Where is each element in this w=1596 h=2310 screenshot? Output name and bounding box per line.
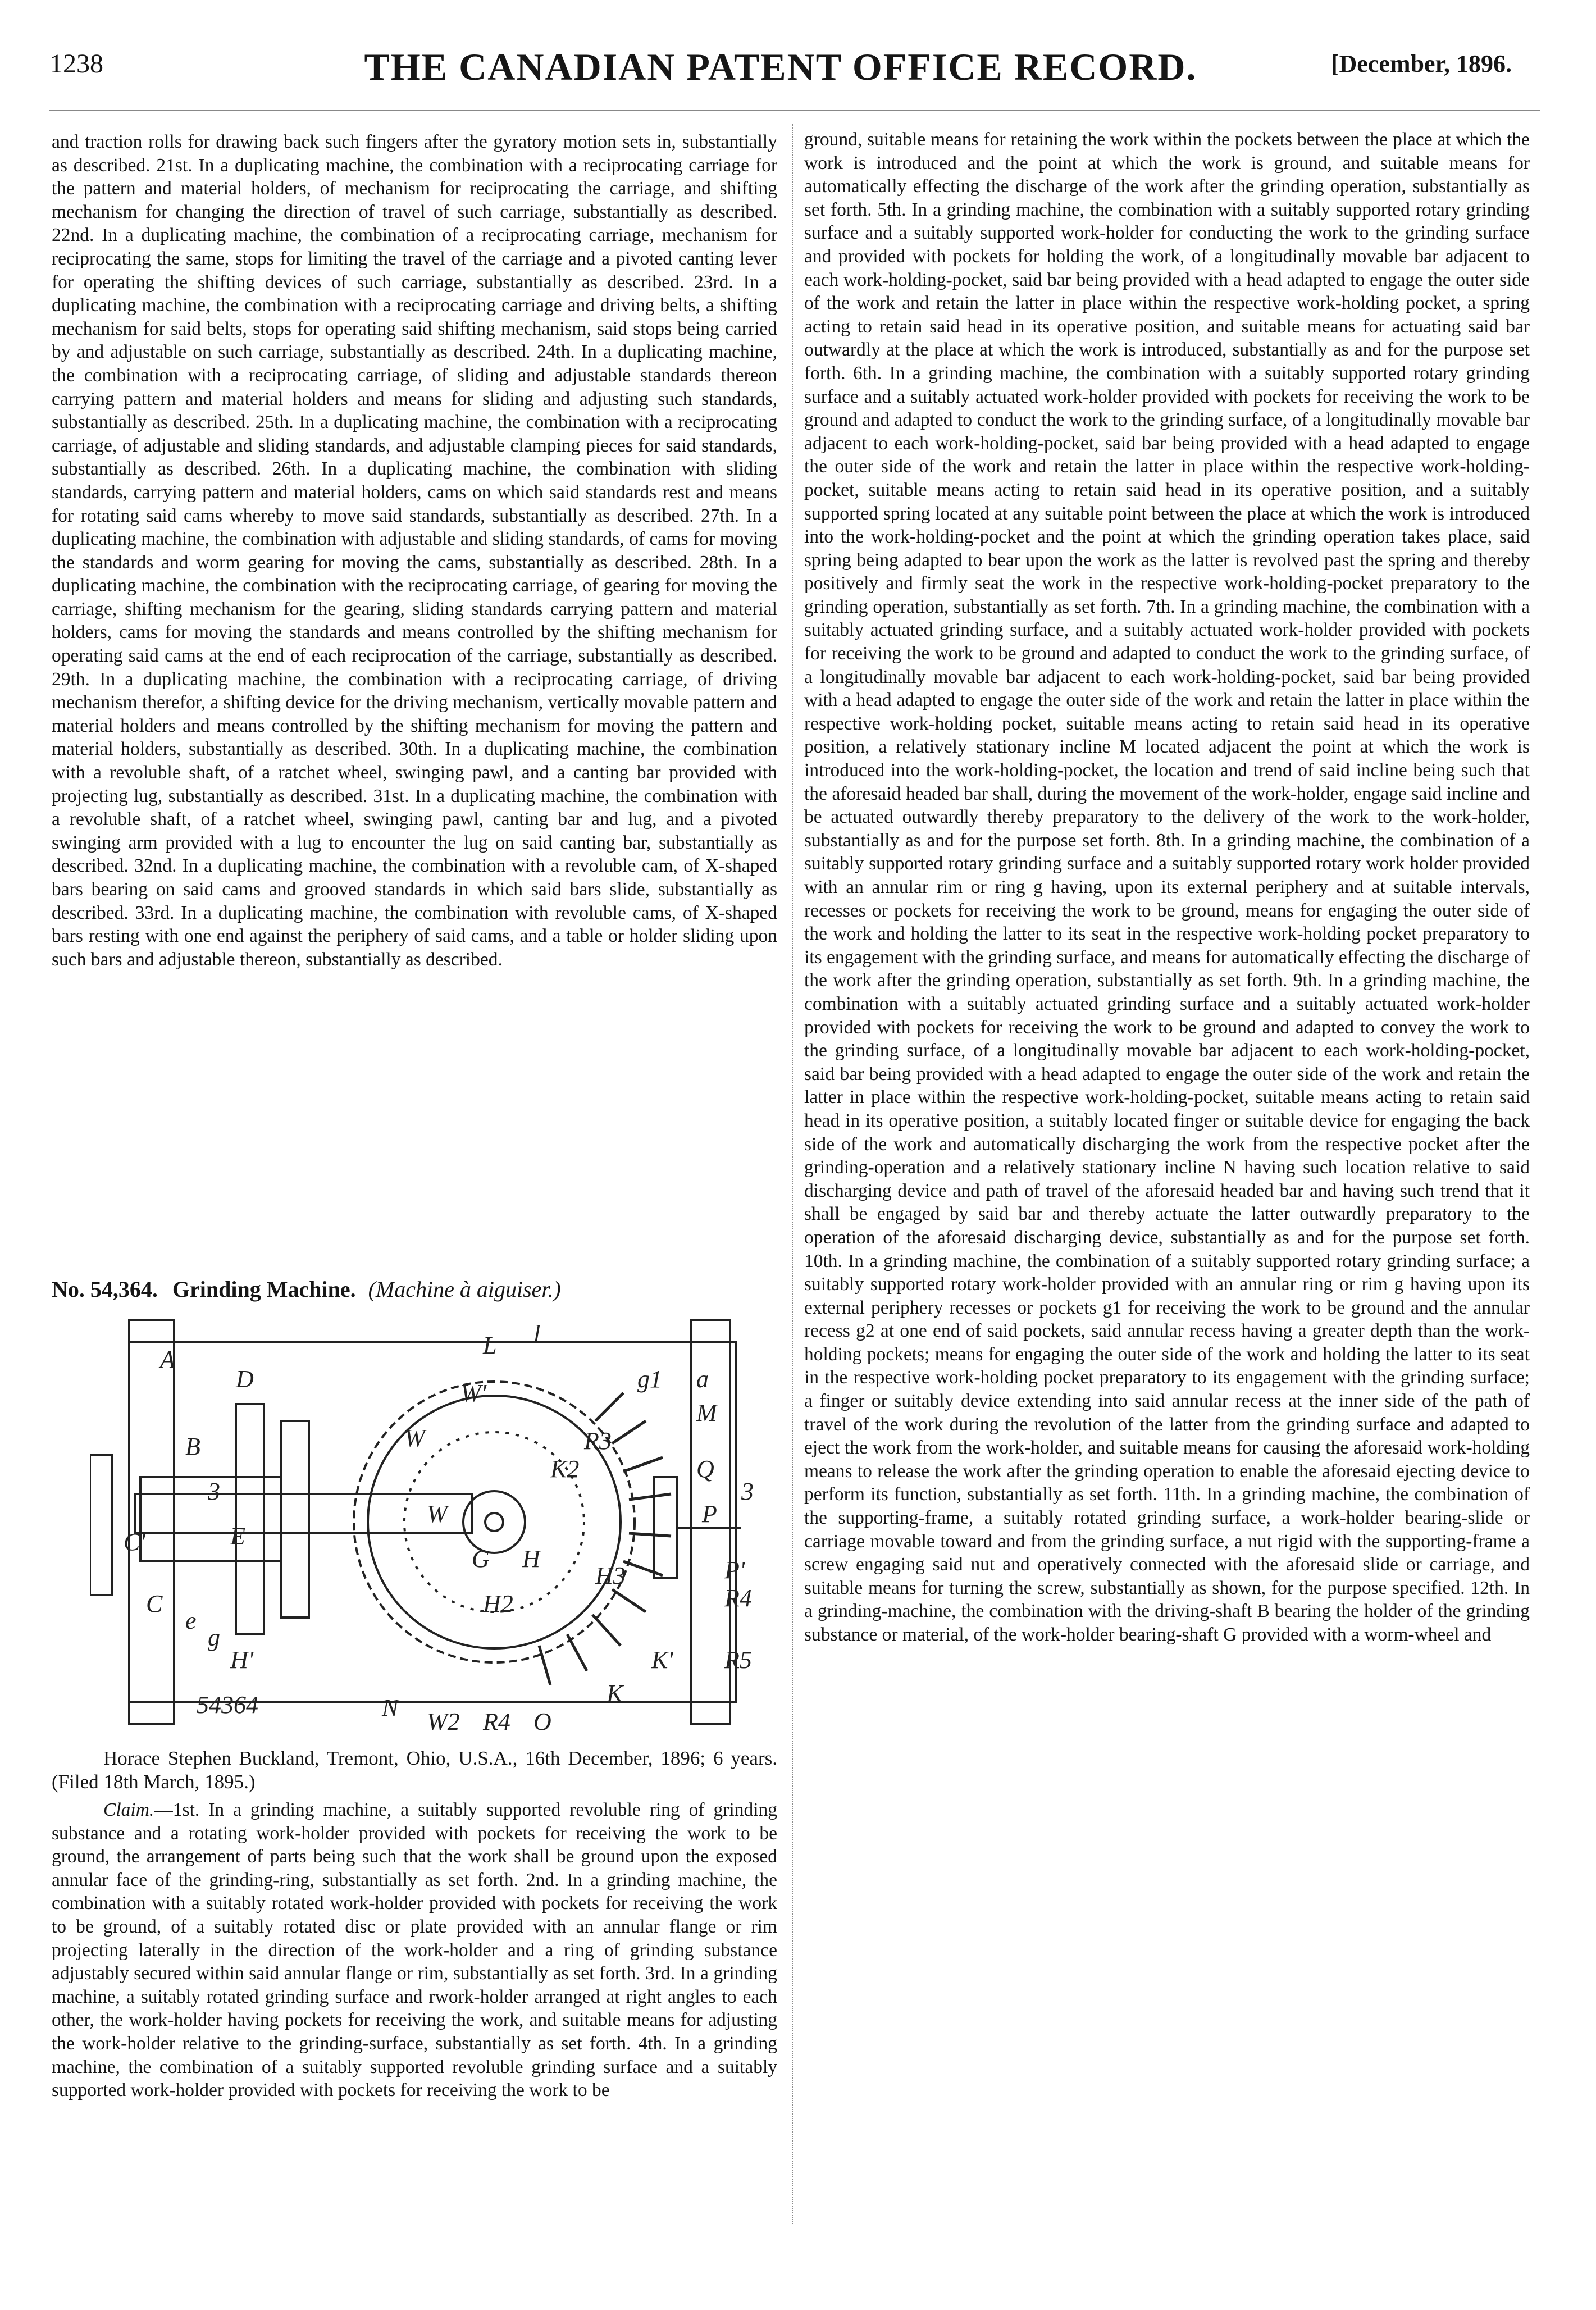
patent-heading [52, 1276, 777, 1302]
svg-text:C: C [146, 1590, 163, 1618]
svg-text:B: B [185, 1433, 200, 1460]
patent-title: Grinding Machine. [172, 1277, 356, 1302]
right-column-claims [804, 128, 1530, 2223]
svg-text:H2: H2 [483, 1590, 513, 1618]
left-column-claims [52, 130, 777, 971]
svg-text:D: D [236, 1365, 254, 1393]
svg-text:A: A [160, 1346, 175, 1373]
svg-text:K': K' [651, 1646, 673, 1674]
svg-text:g1: g1 [637, 1365, 662, 1393]
svg-text:O: O [533, 1708, 551, 1735]
patent-drawing [90, 1309, 786, 1741]
claims-text: —1st. In a grinding machine, a suitably supported revoluble ring of grinding substance and a rotating work-holder provided with pockets for receiving the work to be ground, the arrangement of parts being such that the work shall be ground upon the exposed annular face of the grinding-ring, substantially as set forth. 2nd. In a grinding machine, the combination with a suitably rotated work-holder provided with pockets for receiving the work to be ground, of a suitably rotated disc or plate provided with an annular flange or rim projecting laterally in the direction of the work-holder and a ring of grinding substance adjustably secured within said annular flange or rim, substantially as set forth. 3rd. In a grinding machine, a suitably rotated grinding surface and rwork-holder arranged at right angles to each other, the work-holder having pockets for receiving the work, and suitable means for adjusting the work-holder relative to the grinding-surface, substantially as set forth. 4th. In a grinding machine, the combination of a suitably supported revoluble grinding surface and a suitably supported work-holder provided with pockets for receiving the work to be [52, 1799, 777, 2101]
svg-text:P': P' [724, 1556, 745, 1584]
svg-text:N: N [382, 1694, 399, 1721]
svg-text:E: E [230, 1523, 245, 1550]
svg-text:R5: R5 [724, 1646, 752, 1674]
column-divider [792, 124, 793, 2224]
patent-entry [52, 1747, 777, 2102]
svg-text:H: H [522, 1545, 540, 1573]
svg-text:54364: 54364 [197, 1691, 258, 1719]
svg-text:K: K [607, 1680, 623, 1707]
svg-text:P: P [702, 1500, 717, 1528]
page-header [49, 45, 1512, 95]
svg-text:M: M [696, 1399, 717, 1427]
claims-paragraph [52, 1798, 777, 2102]
claim-label: Claim. [103, 1799, 154, 1820]
svg-text:3: 3 [208, 1478, 220, 1505]
header-divider [49, 110, 1540, 111]
svg-text:L: L [483, 1332, 497, 1359]
patent-title-french: (Machine à aiguiser.) [368, 1277, 561, 1302]
continued-claims-text: ground, suitable means for retaining the work within the pockets between the place at which the work is introduced and the point at which the work is ground, and suitable means for automatically effecting the discharge of the work after the grinding operation, substantially as set forth. 5th. In a grinding machine, the combination with a suitably supported rotary grinding surface and a suitably supported work-holder for conducting the work to the grinding surface and provided with pockets for holding the work, of a longitudinally movable bar adjacent to each work-holding-pocket, said bar being provided with a head adapted to engage the outer side of the work and retain the latter in place within the respective work-holding pocket, a spring acting to retain said head in its operative position, and suitable means for actuating said bar outwardly at the place at which the work is introduced, substantially as and for the purpose set forth. 6th. In a grinding machine, the combination with a suitably supported rotary grinding surface and a suitably actuated work-holder provided with pockets for receiving the work to be ground and adapted to conduct the work to the grinding surface, of a longitudinally movable bar adjacent to each work-holding-pocket, said bar being provided with a head adapted to engage the outer side of the work and retain the latter in place within the respective work-holding-pocket, suitable means acting to retain said head in its operative position, and a suitably supported spring located at any suitable point between the place at which the work is introduced into the work-holding-pocket and the point at which the grinding operation takes place, said spring being adapted to bear upon the work as the latter is revolved past the spring and thereby positively and firmly seat the work in the respective work-holding-pocket preparatory to the grinding operation, substantially as set forth. 7th. In a grinding machine, the combination with a suitably actuated grinding surface, and a suitably actuated work-holder provided with pockets for receiving the work to be ground and adapted to conduct the work to the grinding surface, of a longitudinally movable bar adjacent to each work-holding-pocket, said bar being provided with a head adapted to engage the outer side of the work and retain the latter in place within the respective work-holding pocket, suitable means acting to retain said head in its operative position, a relatively stationary incline M located adjacent the point at which the work is introduced into the work-holding-pocket, the location and trend of said incline being such that the aforesaid headed bar shall, during the movement of the work-holder, engage said incline and be actuated outwardly thereby preparatory to the delivery of the work to the work-holder, substantially as and for the purpose set forth. 8th. In a grinding machine, the combination of a suitably supported rotary grinding surface and a suitably supported rotary work holder provided with an annular rim or ring g having, upon its external periphery and at suitable intervals, recesses or pockets for receiving the work to be ground, means for engaging the outer side of the work and holding the latter to its seat in the respective work-holding pocket preparatory to its engagement with the grinding surface, and means for automatically effecting the discharge of the work after the grinding operation, substantially as set forth. 9th. In a grinding machine, the combination with a suitably actuated grinding surface and a suitably actuated work-holder provided with pockets for receiving the work to be ground and adapted to convey the work to the grinding surface, of a longitudinally movable bar adjacent to each work-holding-pocket, said bar being provided with a head adapted to engage the outer side of the work and retain the latter in place within the respective work-holding-pocket, suitable means acting to retain said head in its operative position, a suitably located finger or suitable device for engaging the back side of the work and automatically discharging the work from the respective pocket after the grinding-operation and a relatively stationary incline N having such location relative to said discharging device and path of travel of the aforesaid headed bar and having such trend that it shall be engaged by said bar and thereby actuate the latter outwardly preparatory to the operation of the aforesaid discharging device, substantially as and for the purpose set forth. 10th. In a grinding machine, the combination of a suitably supported rotary grinding surface; a suitably supported rotary work-holder provided with an annular ring or rim g having upon its external periphery recesses or pockets g1 for receiving the work to be ground and the annular recess g2 at one end of said pockets, said annular recess having a greater depth than the work-holding pockets; means for engaging the outer side of the work and holding the latter to its seat in the respective work-holding pocket preparatory to its engagement with the grinding surface; a finger or suitably device extending into said annular recess at the inner side of the path of travel of the work during the revolution of the latter from the grinding surface and adapted to eject the work from the work-holder, and suitable means for causing the aforesaid work-holding means to release the work after the grinding operation to enable the aforesaid ejecting device to perform its function, substantially as set forth. 11th. In a grinding machine, the combination of the supporting-frame, a suitably rotated grinding surface, a work-holder bearing-slide or carriage movable toward and from the grinding surface, a nut rigid with the supporting-frame a screw engaging said nut and operatively connected with the aforesaid slide or carriage, and suitable means for turning the screw, substantially as shown, for the purpose specified. 12th. In a grinding-machine, the combination with the driving-shaft B bearing the holder of the grinding substance or material, of the work-holder bearing-shaft G provided with a worm-wheel and [804, 129, 1530, 1645]
svg-text:H3: H3 [595, 1562, 626, 1589]
svg-text:l: l [533, 1320, 541, 1348]
svg-text:W: W [427, 1500, 448, 1528]
svg-text:g: g [208, 1624, 220, 1651]
svg-text:a: a [696, 1365, 709, 1393]
page-number: 1238 [49, 49, 103, 79]
previous-patent-claims-text: and traction rolls for drawing back such fingers after the gyratory motion sets in, substantially as described. 21st. In a duplicating machine, the combination with a reciprocating carriage for the pattern and material holders, of mechanism for reciprocating the carriage, and shifting mechanism for changing the direction of travel of such carriage, substantially as described. 22nd. In a duplicating machine, the combination of a reciprocating carriage, mechanism for reciprocating the same, stops for limiting the travel of the carriage and a pivoted canting lever for operating the shifting devices of such carriage, substantially as described. 23rd. In a duplicating machine, the combination with a reciprocating carriage and driving belts, a shifting mechanism for said belts, stops for operating said shifting mechanism, said stops being carried by and adjustable on such carriage, substantially as described. 24th. In a duplicating machine, the combination with a reciprocating carriage, of sliding and adjustable standards thereon carrying pattern and material holders and means for sliding and adjusting such standards, substantially as described. 25th. In a duplicating machine, the combination with a reciprocating carriage, of adjustable and sliding standards, and adjustable clamping pieces for said standards, substantially as described. 26th. In a duplicating machine, the combination with sliding standards, carrying pattern and material holders, cams on which said standards rest and means for rotating said cams whereby to move said standards, substantially as described. 27th. In a duplicating machine, the combination with adjustable and sliding standards, of cams for moving the standards and worm gearing for moving the cams, substantially as described. 28th. In a duplicating machine, the combination with the reciprocating carriage, of gearing for moving the carriage, shifting mechanism for the gearing, sliding standards carrying pattern and material holders, cams for moving the standards and means controlled by the shifting mechanism for operating said cams at the end of each reciprocation of the carriage, substantially as described. 29th. In a duplicating machine, the combination with a reciprocating carriage, of driving mechanism therefor, a shifting device for the driving mechanism, vertically movable pattern and material holders and means controlled by the shifting mechanism for moving the pattern and material holders, substantially as described. 30th. In a duplicating machine, the combination with a revoluble shaft, of a ratchet wheel, swinging pawl, and a canting bar provided with projecting lug, substantially as described. 31st. In a duplicating machine, the combination with a revoluble shaft, of a ratchet wheel, swinging pawl, canting bar and lug, and a pivoted swinging arm provided with a lug to encounter the lug on said canting bar, substantially as described. 32nd. In a duplicating machine, the combination with a revoluble cam, of X-shaped bars bearing on said cams and grooved standards in which said bars slide, substantially as described. 33rd. In a duplicating machine, the combination with revoluble cams, of X-shaped bars resting with one end against the periphery of said cams, and a table or holder sliding upon such bars and adjustable thereon, substantially as described. [52, 131, 777, 970]
svg-text:Q: Q [696, 1455, 714, 1483]
journal-title: THE CANADIAN PATENT OFFICE RECORD. [364, 45, 1197, 88]
svg-text:W: W [404, 1424, 425, 1452]
svg-text:e: e [185, 1607, 197, 1634]
svg-text:R3: R3 [584, 1427, 612, 1455]
inventor-line: Horace Stephen Buckland, Tremont, Ohio, U.S.A., 16th December, 1896; 6 years. (Filed 18th March, 1895.) [52, 1747, 777, 1793]
svg-text:C': C' [124, 1528, 145, 1556]
svg-text:3: 3 [741, 1478, 754, 1505]
svg-text:G: G [472, 1545, 490, 1573]
patent-number: No. 54,364. [52, 1277, 158, 1302]
issue-date: [December, 1896. [1330, 50, 1512, 78]
svg-text:W': W' [460, 1379, 487, 1407]
svg-text:W2: W2 [427, 1708, 460, 1735]
svg-text:R4: R4 [483, 1708, 510, 1735]
svg-text:K2: K2 [550, 1455, 580, 1483]
svg-text:H': H' [230, 1646, 254, 1674]
svg-text:R4: R4 [724, 1584, 752, 1612]
